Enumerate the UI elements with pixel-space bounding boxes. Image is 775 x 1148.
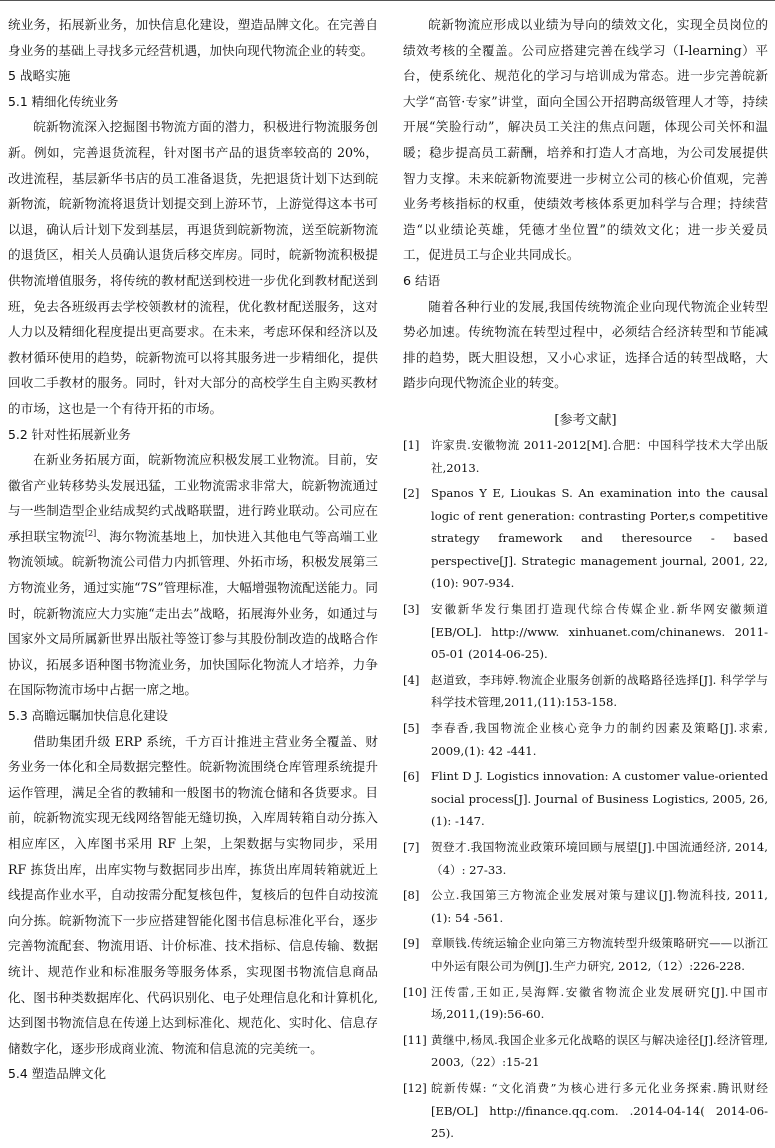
reference-number: [7] bbox=[403, 840, 420, 854]
top-rule bbox=[0, 0, 775, 1]
section-5-1-paragraph: 皖新物流深入挖掘图书物流方面的潜力，积极进行物流服务创新。例如，完善退货流程，针对图书产品的退货率较高的 20%，改进流程，基层新华书店的员工准备退货，先把退货计划下达到皖新物流，皖新物流将退货计划提交到上游环节，上游觉得这本书可以退，确认后计划下发到基层，再退货到皖新物流，送至皖新物流的退货区，相关人员确认退货后移交库房。同时，皖新物流积极提供物流增值服务，将传统的教材配送到校进一步优化到教材配送到班，免去各班级再去学校领教材的流程，优化教材配送服务，这对人力以及精细化程度提出更高要求。在未来，考虑环保和经济以及教材循环使用的趋势，皖新物流可以将其服务进一步精细化，提供回收二手教材的服务。同时，针对大部分的高校学生自主购买教材的市场，这也是一个有待开拓的市场。 bbox=[8, 119, 378, 416]
reference-number: [3] bbox=[403, 602, 420, 617]
reference-text: Spanos Y E, Lioukas S. An examination into the causal logic of rent generation: contrasting Porter,s competitive strategy framework and theresource - based perspective[J]. Strategic management journal, 2001, 22,(10): 907-934. bbox=[431, 486, 768, 591]
reference-text: 章顺钱.传统运输企业向第三方物流转型升级策略研究——以浙江中外运有限公司为例[J].生产力研究, 2012,（12）:226-228. bbox=[431, 936, 768, 973]
reference-text: 贺登才.我国物流业政策环境回顾与展望[J].中国流通经济, 2014,（4）: 27-33. bbox=[431, 840, 768, 877]
references-heading: [参考文献] bbox=[554, 412, 617, 428]
section-5-2-paragraph bbox=[8, 447, 378, 703]
reference-number: [1] bbox=[403, 437, 420, 452]
reference-item bbox=[403, 932, 768, 977]
reference-item bbox=[403, 1077, 768, 1145]
reference-number: [9] bbox=[403, 936, 420, 951]
section-5-2-text-b: 、海尔物流基地上，加快进入其他电气等高端工业物流领域。皖新物流公司借力内抓管理、外拓市场，积极发展第三方物流业务，通过实施“7S”管理标准，大幅增强物流配送能力。同时，皖新物流应大力实施“走出去”战略，拓展海外业务，如通过与国家外文局所属新世界出版社等签订参与其股份制改造的战略合作协议，拓展多语种图书物流业务，加快国际化物流人才培养，力争在国际物流市场中占据一席之地。 bbox=[8, 528, 379, 698]
reference-text: 许家贵.安徽物流 2011-2012[M].合肥：中国科学技术大学出版社,2013. bbox=[431, 437, 768, 475]
reference-text: 汪传雷,王如正,吴海辉.安徽省物流企业发展研究[J].中国市场,2011,(19):56-60. bbox=[431, 984, 768, 1022]
reference-list bbox=[403, 434, 768, 1145]
reference-item bbox=[403, 669, 768, 714]
reference-text: 皖新传媒: “文化消费”为核心进行多元化业务探索.腾讯财经[EB/OL] http://finance.qq.com. .2014-04-14( 2014-06-25). bbox=[431, 1080, 768, 1141]
reference-item bbox=[403, 482, 768, 595]
reference-text: 安徽新华发行集团打造现代综合传媒企业.新华网安徽频道[EB/OL]. http://www. xinhuanet.com/chinanews. 2011-05-01 (2014-06-25). bbox=[431, 602, 768, 662]
section-5-4-heading: 5.4 塑造品牌文化 bbox=[8, 1066, 106, 1082]
reference-item bbox=[403, 765, 768, 833]
reference-text: 赵道致，李玮婷.物流企业服务创新的战略路径选择[J]. 科学学与科学技术管理,2011,(11):153-158. bbox=[431, 672, 768, 710]
reference-number: [10] bbox=[403, 984, 427, 999]
citation-2: [2] bbox=[84, 528, 97, 538]
reference-text: Flint D J. Logistics innovation: A customer value-oriented social process[J]. Journal of Business Logistics, 2005, 26, (1): -147. bbox=[431, 769, 768, 829]
section-5-2-text-a: 在新业务拓展方面，皖新物流应积极发展工业物流。目前，安徽省产业转移势头发展迅猛，工业物流需求非常大，皖新物流通过与一些制造型企业结成契约式战略联盟，进行跨业联动。公司应在承担联宝物流 bbox=[8, 452, 378, 544]
section-5-2-heading: 5.2 针对性拓展新业务 bbox=[8, 426, 131, 442]
section-5-3-paragraph: 借助集团升级 ERP 系统，千方百计推进主营业务全覆盖、财务业务一体化和全局数据完整性。皖新物流围绕仓库管理系统提升运作管理，满足全省的教辅和一般图书的物流仓储和各货要求。目前，皖新物流实现无线网络智能无缝切换，入库周转箱自动分拣入相应库区，入库图书采用 RF 上架，上架数据与实物同步，采用 RF 拣货出库，出库实物与数据同步出库，拣货出库周转箱就近上线提高作业水平，自动按需分配复核包件，复核后的包件自动按流向分拣。皖新物流下一步应搭建智能化图书信息标准化平台，逐步完善物流配套、物流用语、计价标准、技术指标、信息传输、数据统计、规范作业和标准服务等服务体系，实现图书物流信息商品化、图书种类数据库化、代码识别化、电子处理信息化和计算机化,达到图书物流信息在传递上达到标准化、规范化、实时化、信息存储数字化，逐步形成商业流、物流和信息流的完美统一。 bbox=[8, 733, 378, 1056]
reference-item bbox=[403, 1029, 768, 1074]
section-6-heading: 6 结语 bbox=[403, 272, 441, 288]
right-column bbox=[403, 12, 768, 1148]
section-5-heading: 5 战略实施 bbox=[8, 68, 71, 84]
section-5-4-paragraph: 皖新物流应形成以业绩为导向的绩效文化，实现全员岗位的绩效考核的全覆盖。公司应搭建完善在线学习（I-learning）平台，使系统化、规范化的学习与培训成为常态。进一步完善皖新大学“高管·专家”讲堂，面向全国公开招聘高级管理人才等，持续开展“笑脸行动”，解决员工关注的焦点问题，体现公司关怀和温暖；稳步提高员工薪酬，培养和打造人才高地，为公司发展提供智力支撑。未来皖新物流要进一步树立公司的核心价值观，完善业务考核指标的权重，使绩效考核体系更加科学与合理；持续营造“以业绩论英雄，凭德才坐位置”的绩效文化；进一步关爱员工，促进员工与企业共同成长。 bbox=[403, 17, 768, 263]
reference-number: [12] bbox=[403, 1080, 427, 1095]
reference-text: 公立.我国第三方物流企业发展对策与建议[J].物流科技, 2011,(1): 54 -561. bbox=[431, 888, 768, 925]
reference-item bbox=[403, 434, 768, 479]
section-5-1-heading: 5.1 精细化传统业务 bbox=[8, 93, 119, 109]
reference-item bbox=[403, 981, 768, 1026]
reference-text: 黄继中,杨凤.我国企业多元化战略的误区与解决途径[J].经济管理, 2003,（22）:15-21 bbox=[431, 1032, 768, 1070]
reference-number: [8] bbox=[403, 888, 420, 903]
left-column bbox=[8, 12, 378, 1087]
reference-number: [5] bbox=[403, 721, 420, 736]
section-5-3-heading: 5.3 高瞻远瞩加快信息化建设 bbox=[8, 708, 168, 724]
reference-item bbox=[403, 598, 768, 666]
reference-number: [2] bbox=[403, 486, 420, 501]
reference-number: [4] bbox=[403, 672, 420, 687]
conclusion-paragraph: 随着各种行业的发展,我国传统物流企业向现代物流企业转型势必加速。传统物流在转型过程中，必须结合经济转型和节能减排的趋势，既大胆设想，又小心求证，选择合适的转型战略，大踏步向现代物流企业的转变。 bbox=[403, 298, 768, 391]
intro-paragraph: 统业务，拓展新业务，加快信息化建设，塑造品牌文化。在完善自身业务的基础上寻找多元经营机遇，加快向现代物流企业的转变。 bbox=[8, 17, 378, 58]
reference-number: [6] bbox=[403, 769, 420, 784]
reference-item bbox=[403, 884, 768, 929]
reference-text: 李春香,我国物流企业核心竞争力的制约因素及策略[J].求索, 2009,(1): 42 -441. bbox=[431, 721, 768, 758]
reference-item bbox=[403, 717, 768, 762]
reference-number: [11] bbox=[403, 1032, 427, 1047]
reference-item bbox=[403, 836, 768, 881]
